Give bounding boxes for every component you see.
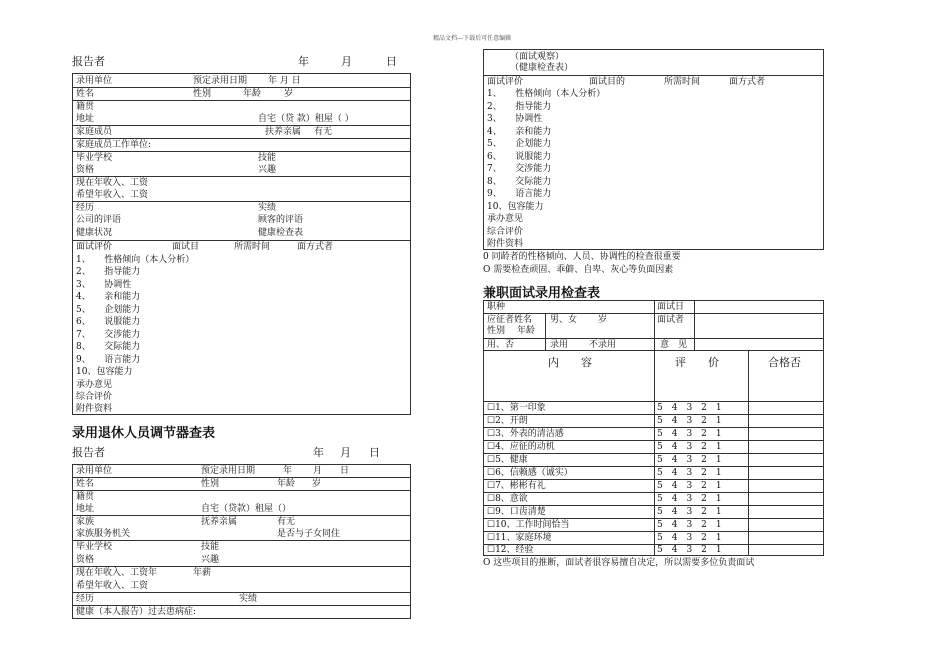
- eval-item: 3、 协调性: [76, 280, 132, 290]
- note-negative-factors: O 需要检查顽固、乖僻、自卑、灰心等负面因素: [483, 265, 674, 275]
- year-label: 年: [313, 446, 324, 459]
- day-field: 日: [340, 466, 350, 476]
- dependents-label: 抚养亲属: [201, 517, 238, 527]
- part-time-form-title: 兼职面试录用检查表: [483, 286, 601, 301]
- eval-item: 3、 协调性: [487, 114, 543, 124]
- overall-eval-label: 综合评价: [76, 392, 113, 402]
- eval-item: 6、 说服能力: [76, 317, 141, 327]
- name-label: 姓名: [76, 89, 95, 99]
- interviewer-label: 面试者: [657, 315, 685, 325]
- check-item: ☐11、家庭环境: [487, 533, 552, 543]
- skills-label: 技能: [201, 542, 220, 552]
- sex-label: 性别: [487, 326, 506, 336]
- eval-item: 5、 企划能力: [487, 139, 552, 149]
- not-hire-option: 不录用: [589, 340, 617, 350]
- native-place-label: 籍贯: [76, 102, 95, 112]
- health-status-label: 健康状况: [76, 228, 113, 238]
- eval-item: 2、 指导能力: [76, 267, 141, 277]
- score-scale: 5 4 3 2 1: [657, 429, 722, 439]
- planned-date-label: 预定录用日期: [193, 76, 248, 86]
- sex-label: 性别: [193, 89, 212, 99]
- expected-income-label: 希望年收入、工资: [76, 190, 149, 200]
- eval-item: 5、 企划能力: [76, 305, 141, 315]
- family-label: 家庭成员: [76, 127, 113, 137]
- score-scale: 5 4 3 2 1: [657, 520, 722, 530]
- note-peer-check: 0 同龄者的性格倾向、人员、协调性的检查很重要: [483, 252, 681, 262]
- health-report-label: 健康（本人报告）过去患病症:: [76, 607, 197, 617]
- eval-item: 2、 指导能力: [487, 102, 552, 112]
- attachments-label: 附件资料: [487, 239, 524, 249]
- hire-option: 录用: [550, 340, 569, 350]
- dependents-label: 扶养亲属: [265, 127, 302, 137]
- skills-label: 技能: [258, 153, 277, 163]
- eval-item: 9、 语言能力: [487, 189, 552, 199]
- eval-item: 8、 交际能力: [487, 177, 552, 187]
- housing-label: 自宅（贷 款）租屋（ ）: [258, 114, 354, 124]
- approval-opinion-label: 承办意见: [76, 380, 113, 390]
- qualification-label: 资格: [76, 165, 95, 175]
- age-label: 年龄: [517, 326, 536, 336]
- history-label: 经历: [76, 594, 95, 604]
- sex-label: 性别: [201, 479, 220, 489]
- interview-purpose-label: 面试目的: [589, 77, 626, 87]
- check-item: ☐7、彬彬有礼: [487, 481, 546, 491]
- score-scale: 5 4 3 2 1: [657, 468, 722, 478]
- month-field: 月: [313, 466, 323, 476]
- age-unit: 岁: [284, 89, 294, 99]
- health-check-label: 健康检查表: [258, 228, 304, 238]
- family-employer-label: 家族服务机关: [76, 529, 131, 539]
- check-item: ☐2、开朗: [487, 416, 528, 426]
- age-label: 年龄: [243, 89, 262, 99]
- qualification-label: 资格: [76, 555, 95, 565]
- interview-eval-label: 面试评价: [76, 242, 113, 252]
- date-fields: 年 月 日: [268, 76, 301, 86]
- score-scale: 5 4 3 2 1: [657, 416, 722, 426]
- eval-item: 9、 语言能力: [76, 355, 141, 365]
- check-item: ☐9、口齿清楚: [487, 507, 546, 517]
- interviewer-label: 面方式者: [297, 242, 334, 252]
- score-scale: 5 4 3 2 1: [657, 533, 722, 543]
- school-label: 毕业学校: [76, 153, 113, 163]
- yes-no-label: 有无: [314, 127, 333, 137]
- yes-no-label: 有无: [277, 517, 296, 527]
- check-item: ☐6、信赖感（诚实）: [487, 468, 573, 478]
- gender-options: 男、女: [550, 315, 578, 325]
- achievement-label: 实绩: [239, 594, 258, 604]
- customer-comment-label: 顾客的评语: [258, 215, 304, 225]
- school-label: 毕业学校: [76, 542, 113, 552]
- name-label: 姓名: [76, 479, 95, 489]
- day-label: 日: [369, 446, 380, 459]
- current-income-label: 现在年收入、工资: [76, 178, 149, 188]
- interview-date-label: 面试日: [657, 302, 685, 312]
- eval-item: 4、 亲和能力: [487, 127, 552, 137]
- interests-label: 兴趣: [258, 165, 277, 175]
- content-header: 内 容: [548, 356, 592, 369]
- year-field: 年: [283, 466, 293, 476]
- score-scale: 5 4 3 2 1: [657, 507, 722, 517]
- attachments-label: 附件资料: [76, 404, 113, 414]
- history-label: 经历: [76, 203, 95, 213]
- hire-unit-label: 录用单位: [76, 466, 113, 476]
- score-scale: 5 4 3 2 1: [657, 403, 722, 413]
- age-unit: 岁: [598, 315, 608, 325]
- live-with-children-label: 是否与子女同住: [277, 529, 341, 539]
- age-label: 年龄: [277, 479, 296, 489]
- interview-purpose-label: 面试目: [172, 242, 200, 252]
- month-label: 月: [340, 446, 351, 459]
- housing-label: 自宅（贷款）租屋（）: [201, 504, 292, 514]
- approval-opinion-label: 承办意见: [487, 214, 524, 224]
- interviewer-label: 面方式者: [729, 77, 766, 87]
- current-income-label: 现在年收入、工资年: [76, 568, 158, 578]
- pass-header: 合格否: [768, 356, 801, 369]
- year-label: 年: [298, 55, 309, 68]
- check-item: ☐3、外表的清洁感: [487, 429, 564, 439]
- opinion-label: 意 见: [660, 340, 688, 350]
- check-item: ☐8、意欲: [487, 494, 528, 504]
- eval-item: 8、 交际能力: [76, 342, 141, 352]
- address-label: 地址: [76, 504, 95, 514]
- interview-eval-label: 面试评价: [487, 77, 524, 87]
- watermark-text: 精品文档---下载后可任意编辑: [433, 35, 512, 42]
- reporter-label: 报告者: [72, 55, 105, 68]
- eval-item: 7、 交涉能力: [76, 330, 141, 340]
- hire-decision-label: 用、否: [487, 340, 515, 350]
- overall-eval-label: 综合评价: [487, 227, 524, 237]
- address-label: 地址: [76, 114, 95, 124]
- hire-unit-label: 录用单位: [76, 76, 113, 86]
- family-label: 家族: [76, 517, 95, 527]
- planned-date-label: 预定录用日期: [201, 466, 256, 476]
- interests-label: 兴趣: [201, 555, 220, 565]
- eval-item: 6、 说服能力: [487, 152, 552, 162]
- native-place-label: 籍贯: [76, 492, 95, 502]
- check-item: ☐10、工作时间恰当: [487, 520, 570, 530]
- note-multiple-interviewers: O 这些项目的推断，面试者很容易擅自决定，所以需要多位负责面试: [483, 558, 755, 568]
- eval-item: 10、包容能力: [487, 202, 544, 212]
- eval-item: 1、 性格倾向（本人分析）: [76, 255, 195, 265]
- family-work-label: 家庭成员工作单位:: [76, 140, 152, 150]
- check-item: ☐12、经验: [487, 545, 534, 555]
- expected-income-label: 希望年收入、工资: [76, 581, 149, 591]
- company-comment-label: 公司的评语: [76, 215, 122, 225]
- check-item: ☐5、健康: [487, 455, 528, 465]
- day-label: 日: [386, 55, 397, 68]
- reporter-label: 报告者: [72, 446, 105, 459]
- eval-item: 1、 性格倾向（本人分析）: [487, 89, 606, 99]
- applicant-name-label: 应征者姓名: [487, 315, 533, 325]
- health-check-label: （健康检查表）: [510, 63, 574, 73]
- interview-observation-label: （面试观察）: [510, 52, 565, 62]
- retiree-form-title: 录用退休人员调节器查表: [72, 426, 216, 441]
- score-scale: 5 4 3 2 1: [657, 442, 722, 452]
- check-item: ☐4、应征的动机: [487, 442, 555, 452]
- achievement-label: 实绩: [258, 203, 277, 213]
- time-needed-label: 所需时间: [234, 242, 271, 252]
- score-scale: 5 4 3 2 1: [657, 545, 722, 555]
- eval-item: 10、包容能力: [76, 367, 133, 377]
- job-type-label: 职种: [487, 302, 506, 312]
- month-label: 月: [341, 55, 352, 68]
- score-scale: 5 4 3 2 1: [657, 494, 722, 504]
- score-scale: 5 4 3 2 1: [657, 481, 722, 491]
- check-item: ☐1、第一印象: [487, 403, 546, 413]
- eval-item: 4、 亲和能力: [76, 292, 141, 302]
- annual-salary-label: 年薪: [193, 568, 212, 578]
- score-scale: 5 4 3 2 1: [657, 455, 722, 465]
- eval-item: 7、 交涉能力: [487, 164, 552, 174]
- age-unit: 岁: [312, 479, 322, 489]
- time-needed-label: 所需时间: [664, 77, 701, 87]
- evaluation-header: 评 价: [675, 356, 719, 369]
